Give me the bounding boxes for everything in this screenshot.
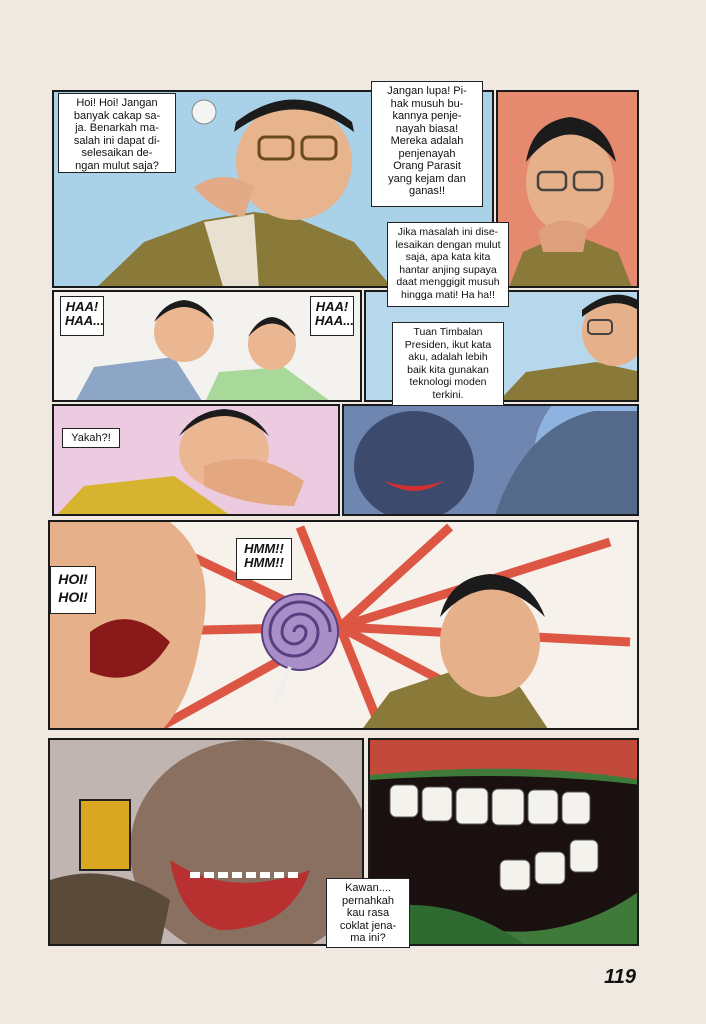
sfx-hmm: HMM!! HMM!!: [236, 538, 292, 580]
sfx-haa-right: HAA! HAA...: [310, 296, 354, 336]
panel-monster: [342, 404, 639, 516]
panel-monster-chocolate: [48, 738, 364, 946]
panel-lollipop: [48, 520, 639, 730]
panel-art: [50, 740, 364, 946]
speech-balloon-1: Hoi! Hoi! Jangan banyak cakap sa- ja. Benarkah ma- salah ini dapat di- selesaikan de- ngan mulut saja?: [58, 93, 176, 173]
speech-balloon-4: Tuan Timbalan Presiden, ikut kata aku, adalah lebih baik kita gunakan teknologi moden terkini.: [392, 322, 504, 406]
speech-balloon-6: Kawan.... pernahkah kau rasa coklat jena- ma ini?: [326, 878, 410, 948]
speech-balloon-5: Yakah?!: [62, 428, 120, 448]
panel-man-doubtful: [52, 404, 340, 516]
page-number: 119: [604, 966, 636, 988]
panel-art: [344, 406, 639, 516]
speech-balloon-3: Jika masalah ini dise- lesaikan dengan mulut saja, apa kata kita hantar anjing supaya daat menggigit musuh hingga mati! Ha ha!!: [387, 222, 509, 307]
panel-worried-man: [496, 90, 639, 288]
sfx-hoi: HOI! HOI!: [50, 566, 96, 614]
panel-art: [498, 92, 639, 288]
panel-art: [50, 522, 639, 730]
sfx-haa-left: HAA! HAA...: [60, 296, 104, 336]
panel-art: [370, 740, 639, 946]
speech-balloon-2: Jangan lupa! Pi- hak musuh bu- kannya penje- nayah biasa! Mereka adalah penjenayah Orang Parasit yang kejam dan ganas!!: [371, 81, 483, 207]
panel-art: [54, 406, 340, 516]
